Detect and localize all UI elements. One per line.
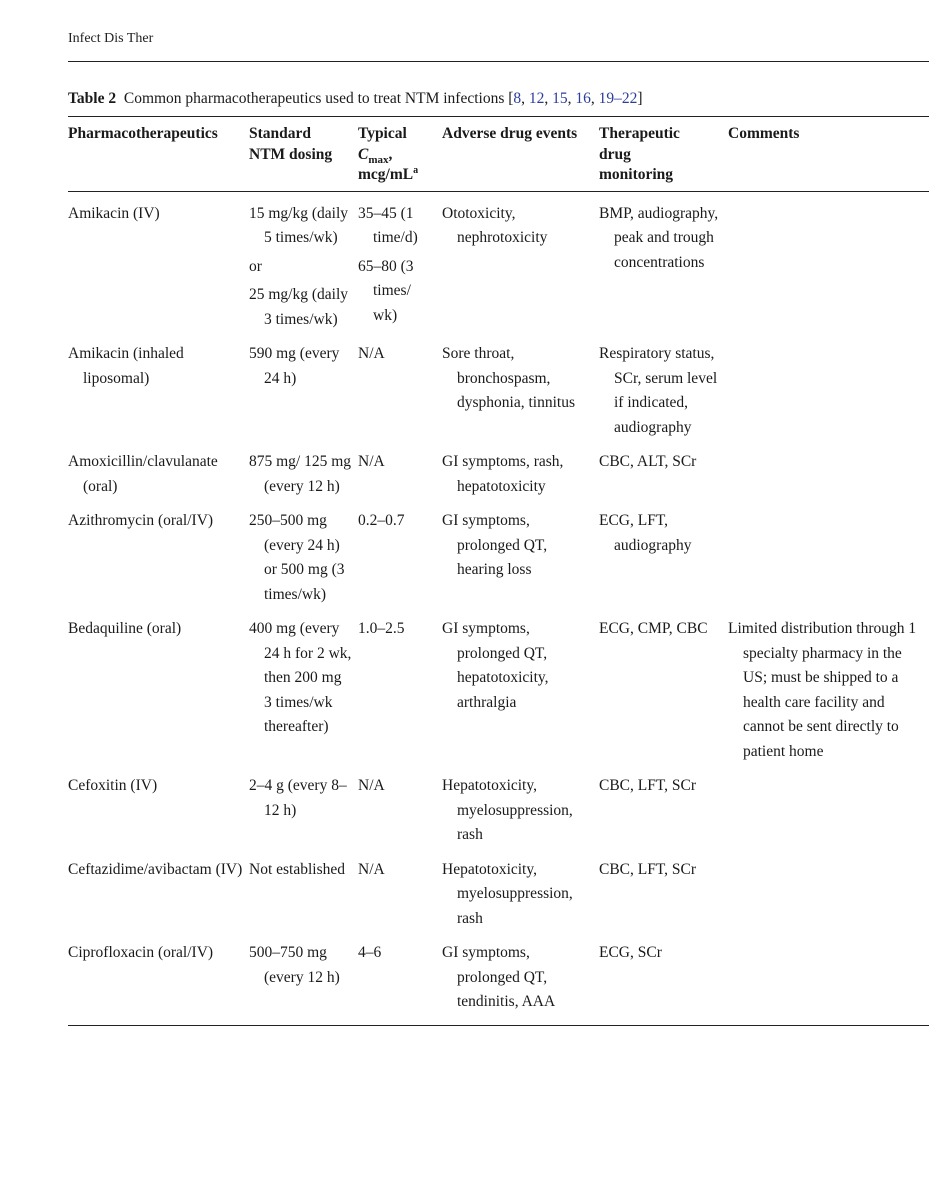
drug-cell <box>68 191 249 342</box>
monitoring-cell <box>599 450 728 509</box>
adverse-events-cell <box>442 858 599 942</box>
header-standard-dosing: Standard NTM dosing <box>249 117 358 192</box>
citation-link[interactable]: 16 <box>575 90 591 107</box>
dosing-cell-text: or <box>249 257 262 275</box>
drug-cell <box>68 450 249 509</box>
dosing-cell-text: 250–500 mg (every 24 h) or 500 mg (3 times/wk) <box>249 512 345 603</box>
monitoring-cell <box>599 342 728 450</box>
dosing-cell-text: Not established <box>249 860 345 878</box>
cmax-cell-text: N/A <box>358 453 385 470</box>
monitoring-cell-text: ECG, CMP, CBC <box>599 620 708 637</box>
drug-cell <box>68 941 249 1025</box>
citation-link[interactable]: 12 <box>528 90 545 107</box>
adverse-events-cell-text: Hepatotoxicity, myelosuppression, rash <box>442 860 573 927</box>
dosing-cell <box>249 774 358 858</box>
adverse-events-cell <box>442 941 599 1025</box>
cmax-cell-text: 0.2–0.7 <box>358 512 405 529</box>
comments-cell <box>728 191 929 342</box>
comments-cell <box>728 450 929 509</box>
table-caption <box>68 89 929 109</box>
monitoring-cell-text: ECG, LFT, audiography <box>599 512 692 554</box>
comments-cell <box>728 342 929 450</box>
table-row <box>68 774 929 858</box>
monitoring-cell <box>599 941 728 1025</box>
drug-cell-text: Azithromycin (oral/IV) <box>68 512 214 529</box>
citation-link[interactable]: 8 <box>513 90 522 107</box>
dosing-cell <box>249 342 358 450</box>
citation-link[interactable]: 15 <box>552 90 568 107</box>
header-rule <box>68 61 929 62</box>
header-comments: Comments <box>728 117 929 192</box>
table-row <box>68 941 929 1025</box>
table-row <box>68 450 929 509</box>
drug-cell-text: Amikacin (inhaled liposomal) <box>68 345 184 387</box>
comments-cell <box>728 617 929 774</box>
monitoring-cell-text: Respiratory status, SCr, serum level if indicated, audiography <box>599 345 718 436</box>
cmax-cell-text: N/A <box>358 860 385 878</box>
dosing-cell <box>249 191 358 342</box>
cmax-cell <box>358 191 442 342</box>
drug-cell-text: Ciprofloxacin (oral/IV) <box>68 944 214 961</box>
cmax-cell-text: 1.0–2.5 <box>358 620 405 637</box>
dosing-cell <box>249 617 358 774</box>
dosing-cell <box>249 858 358 942</box>
monitoring-cell <box>599 191 728 342</box>
cmax-cell <box>358 617 442 774</box>
cmax-cell <box>358 858 442 942</box>
cmax-cell <box>358 450 442 509</box>
cmax-cell-text: 35–45 (1 time/d) <box>358 204 418 246</box>
monitoring-cell-text: BMP, audiography, peak and trough concentrations <box>599 204 719 271</box>
monitoring-cell-text: CBC, LFT, SCr <box>599 860 697 878</box>
cmax-cell-text: N/A <box>358 345 385 362</box>
caption-refs: [8, 12, 15, 16, 19–22] <box>508 90 643 107</box>
adverse-events-cell <box>442 774 599 858</box>
comments-cell <box>728 509 929 617</box>
header-adverse-events: Adverse drug events <box>442 117 599 192</box>
running-head: Infect Dis Ther <box>68 31 154 46</box>
caption-text: Common pharmacotherapeutics used to treat NTM infections <box>123 90 505 107</box>
table-label: Table 2 <box>68 90 117 107</box>
adverse-events-cell-text: Hepatotoxicity, myelosuppression, rash <box>442 777 573 843</box>
adverse-events-cell-text: GI symptoms, rash, hepatotoxicity <box>442 453 564 495</box>
cmax-cell-text: 65–80 (3 times/ wk) <box>358 257 414 324</box>
dosing-cell <box>249 450 358 509</box>
drug-cell-text: Amikacin (IV) <box>68 204 160 222</box>
monitoring-cell <box>599 858 728 942</box>
drug-cell-text: Amoxicillin/clavulanate (oral) <box>68 453 218 495</box>
drug-cell <box>68 858 249 942</box>
adverse-events-cell-text: Ototoxicity, nephrotoxicity <box>442 204 548 246</box>
cmax-cell <box>358 509 442 617</box>
dosing-cell-text: 15 mg/kg (daily 5 times/wk) <box>249 204 349 246</box>
adverse-events-cell <box>442 509 599 617</box>
table-row <box>68 858 929 942</box>
cmax-cell-text: N/A <box>358 777 385 794</box>
table-row <box>68 342 929 450</box>
cmax-cell <box>358 941 442 1025</box>
adverse-events-cell-text: Sore throat, bronchospasm, dysphonia, tinnitus <box>442 345 575 411</box>
dosing-cell-text: 400 mg (every 24 h for 2 wk, then 200 mg 3 times/wk thereafter) <box>249 620 352 735</box>
drug-cell <box>68 509 249 617</box>
table-row <box>68 617 929 774</box>
header-typical-cmax: Typical $C_{max}$, mcg/$mL^a$ <box>358 117 442 192</box>
adverse-events-cell <box>442 450 599 509</box>
adverse-events-cell <box>442 342 599 450</box>
adverse-events-cell-text: GI symptoms, prolonged QT, hearing loss <box>442 512 548 578</box>
monitoring-cell-text: CBC, LFT, SCr <box>599 777 697 794</box>
adverse-events-cell <box>442 191 599 342</box>
adverse-events-cell-text: GI symptoms, prolonged QT, hepatotoxicity, arthralgia <box>442 620 549 711</box>
comments-cell <box>728 858 929 942</box>
adverse-events-cell <box>442 617 599 774</box>
table-header-row <box>68 117 929 192</box>
header-pharmacotherapeutics: Pharmacotherapeutics <box>68 117 249 192</box>
cmax-cell-text: 4–6 <box>358 944 382 961</box>
table-row <box>68 509 929 617</box>
drug-cell <box>68 617 249 774</box>
monitoring-cell <box>599 509 728 617</box>
drug-cell <box>68 342 249 450</box>
comments-cell-text: Limited distribution through 1 specialty pharmacy in the US; must be shipped to a health care facility and cannot be sent directly to patient home <box>728 620 917 760</box>
monitoring-cell-text: ECG, SCr <box>599 944 662 961</box>
comments-cell <box>728 941 929 1025</box>
dosing-cell <box>249 941 358 1025</box>
table-body <box>68 191 929 1025</box>
monitoring-cell-text: CBC, ALT, SCr <box>599 453 697 470</box>
dosing-cell-text: 500–750 mg (every 12 h) <box>249 944 340 986</box>
drug-cell-text: Cefoxitin (IV) <box>68 777 158 794</box>
header-monitoring: Therapeutic drug monitoring <box>599 117 728 192</box>
comments-cell <box>728 774 929 858</box>
drug-cell-text: Bedaquiline (oral) <box>68 620 182 637</box>
table-row <box>68 191 929 342</box>
dosing-cell-text: 2–4 g (every 8–12 h) <box>249 777 347 819</box>
drug-cell-text: Ceftazidime/avibactam (IV) <box>68 860 243 878</box>
citation-link[interactable]: 19–22 <box>598 90 638 107</box>
monitoring-cell <box>599 617 728 774</box>
dosing-cell-text: 590 mg (every 24 h) <box>249 345 340 387</box>
cmax-cell <box>358 342 442 450</box>
dosing-cell-text: 875 mg/ 125 mg (every 12 h) <box>249 453 352 495</box>
cmax-cell <box>358 774 442 858</box>
dosing-cell <box>249 509 358 617</box>
pharmacotherapeutics-table <box>68 116 929 1026</box>
adverse-events-cell-text: GI symptoms, prolonged QT, tendinitis, AAA <box>442 944 556 1010</box>
monitoring-cell <box>599 774 728 858</box>
dosing-cell-text: 25 mg/kg (daily 3 times/wk) <box>249 286 349 328</box>
drug-cell <box>68 774 249 858</box>
